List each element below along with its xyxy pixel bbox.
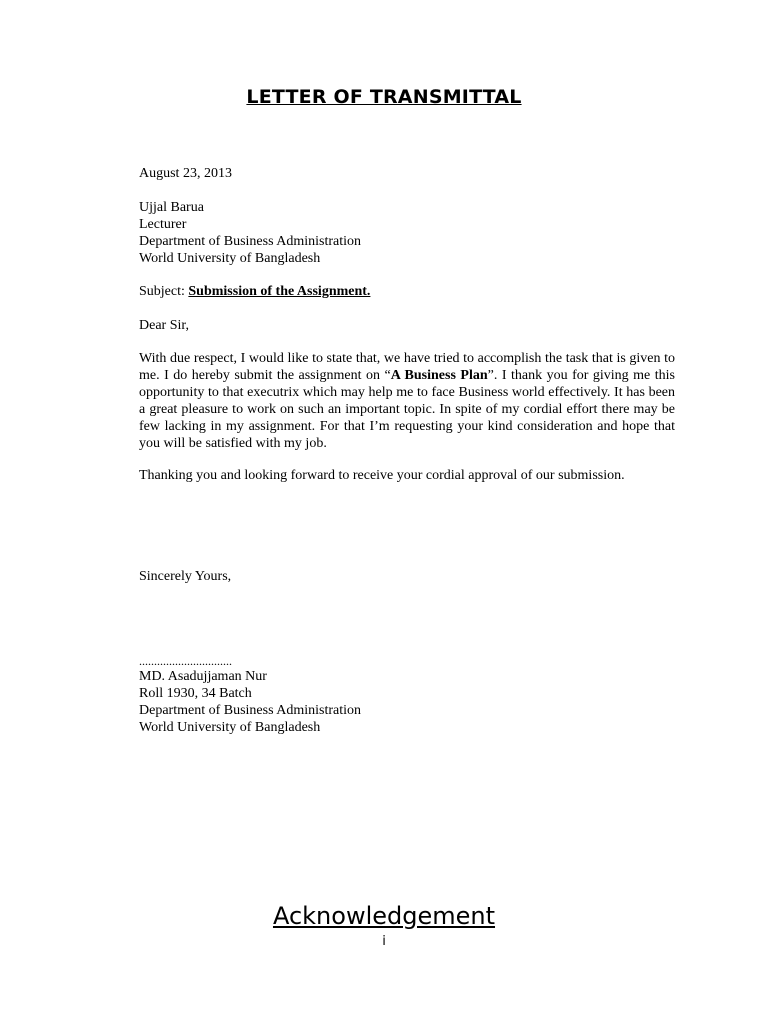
letter-date xyxy=(139,165,675,182)
recipient-department: Department of Business Administration xyxy=(139,234,362,249)
recipient-designation: Lecturer xyxy=(139,217,187,232)
body-part2: ”. I thank you for giving me this opportunity to that executrix which may help me to face Business world effectively. It has been a great pleasure to work on such an important topic. In spite of my cordial effort there may be few lacking in my assignment. For that I’m requesting your kind consideration and hope that you will be satisfied with my job. xyxy=(139,368,675,451)
closing-paragraph xyxy=(139,467,675,484)
recipient-name: Ujjal Barua xyxy=(139,200,204,215)
sender-name: MD. Asadujjaman Nur xyxy=(139,669,267,684)
recipient-address xyxy=(139,199,675,267)
closing xyxy=(139,568,675,585)
body-paragraph xyxy=(139,350,675,452)
letter-title: LETTER OF TRANSMITTAL xyxy=(246,86,522,108)
date-text: August 23, 2013 xyxy=(139,166,232,181)
subject-text: Submission of the Assignment. xyxy=(188,284,371,299)
closing-paragraph-text: Thanking you and looking forward to receive your cordial approval of our submission. xyxy=(139,468,625,483)
page-number: i xyxy=(382,934,386,949)
sender-roll: Roll 1930, 34 Batch xyxy=(139,686,252,701)
salutation-text: Dear Sir, xyxy=(139,318,189,333)
acknowledgement-heading: Acknowledgement xyxy=(272,902,496,930)
body-part1: With due respect, I would like to state that, we have tried to accomplish the task that is given to me. I do hereby submit the assignment on “ xyxy=(139,351,675,383)
body-highlight: A Business Plan xyxy=(390,368,488,383)
closing-text: Sincerely Yours, xyxy=(139,569,232,584)
sender-institution: World University of Bangladesh xyxy=(139,720,321,735)
recipient-institution: World University of Bangladesh xyxy=(139,251,321,266)
subject-line xyxy=(139,283,675,300)
subject-label: Subject: xyxy=(139,284,189,299)
signature-dots: ............................... xyxy=(139,654,232,668)
sender-address xyxy=(139,668,675,736)
sender-department: Department of Business Administration xyxy=(139,703,362,718)
salutation xyxy=(139,317,675,334)
signature-line xyxy=(139,654,675,668)
